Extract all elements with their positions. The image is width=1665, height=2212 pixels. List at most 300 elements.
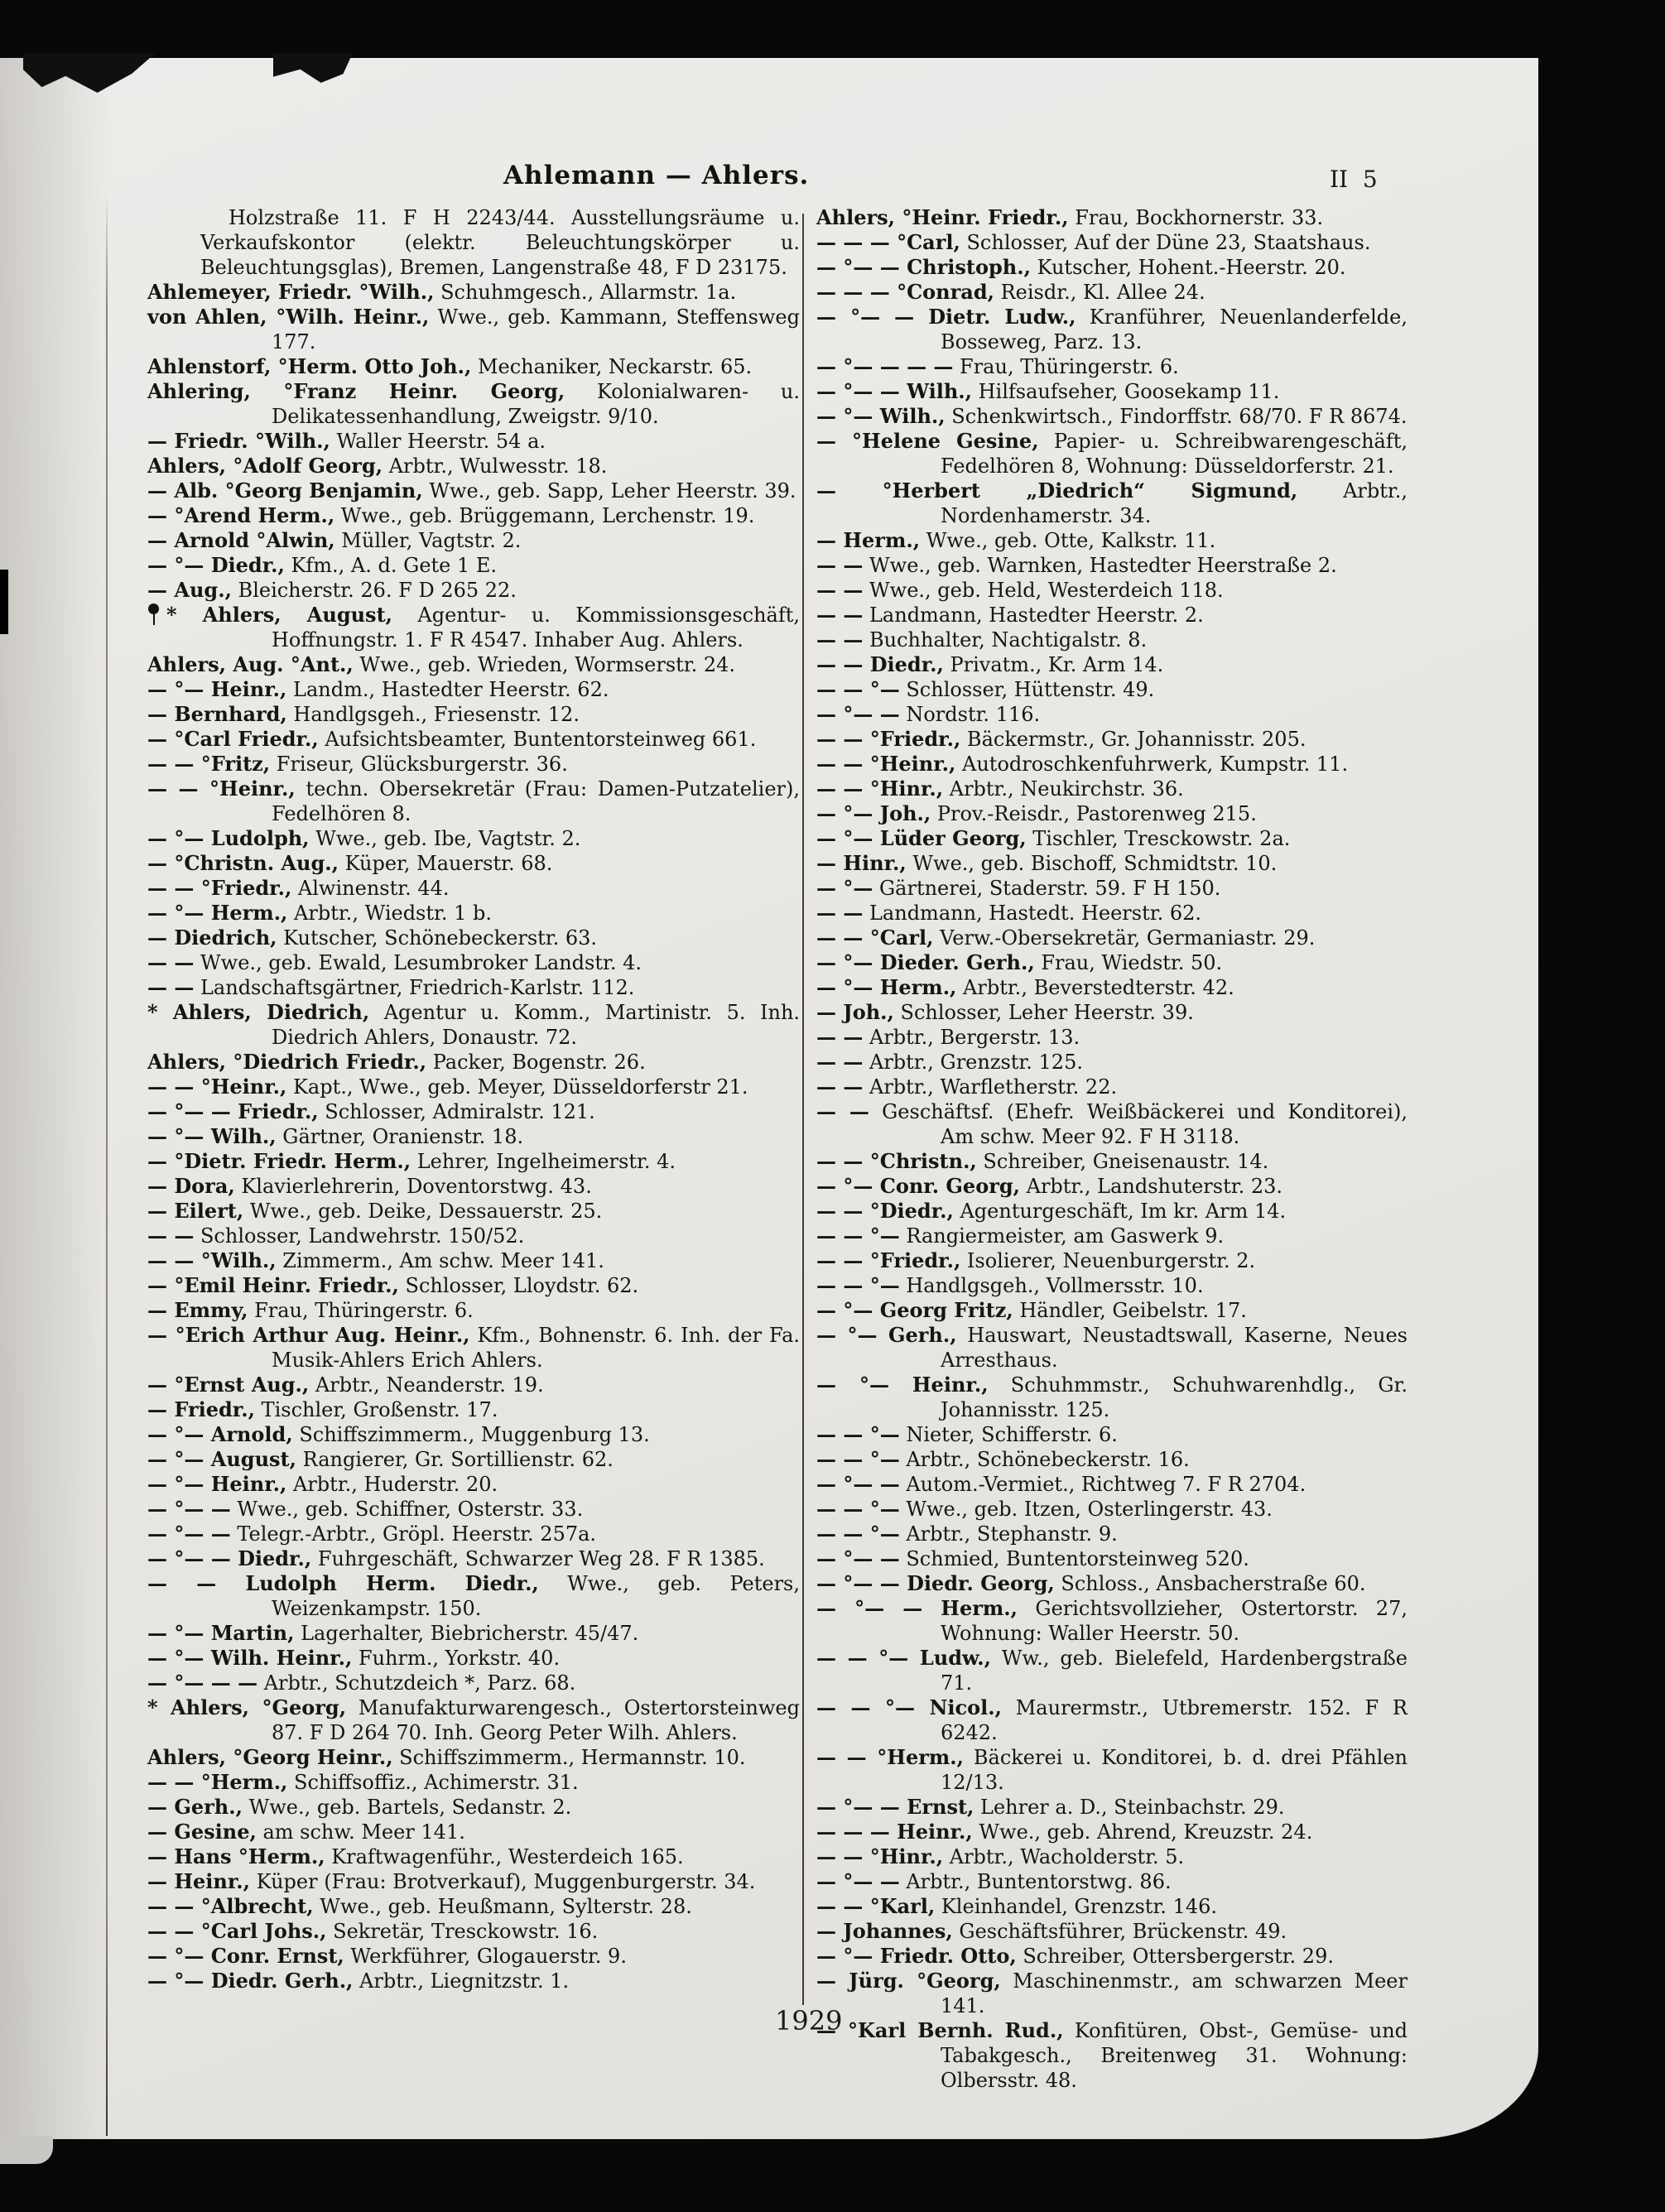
firm-asterisk-marker: * [147,1000,173,1024]
entry-name: — Gerh., [147,1795,243,1819]
directory-entry [147,1969,800,1993]
directory-entry [147,851,800,876]
entry-name: — Alb. °Georg Benjamin, [147,478,423,503]
entry-name: — — °— [816,1224,900,1248]
entry-details: Kranführer, Neuenlanderfelde, Bosseweg, Parz. 13. [941,305,1408,353]
entry-name: — — °Herm., [816,1745,964,1769]
directory-entry [147,1050,800,1075]
directory-entry [816,1795,1408,1820]
directory-entry [816,628,1408,652]
directory-entry [816,950,1408,975]
entry-name: — — Ludolph Herm. Diedr., [147,1571,539,1595]
entry-name: — Hans °Herm., [147,1844,325,1868]
directory-entry [147,1621,800,1646]
entry-details: Prov.-Reisdr., Pastorenweg 215. [931,802,1257,825]
entry-details: Landmann, Hastedt. Heerstr. 62. [863,902,1201,925]
entry-details: Schuhmmstr., Schuhwarenhdlg., Gr. Johannisstr. 125. [941,1373,1408,1421]
directory-entry [816,1894,1408,1919]
entry-name: Ahlers, Aug. °Ant., [147,652,354,676]
entry-name: — — [147,950,195,974]
entry-name: — °— Heinr., [147,1472,287,1496]
entry-details: Arbtr., Schutzdeich *, Parz. 68. [257,1671,576,1695]
entry-marker [147,1696,171,1719]
entry-name: Ahlers, °Georg, [171,1695,347,1719]
entry-name: — °— — [147,1522,231,1546]
entry-details: Landm., Hastedter Heerstr. 62. [286,678,609,701]
directory-entry [147,1124,800,1149]
entry-name: — °— Wilh. Heinr., [147,1646,353,1670]
entry-details: Schlosser, Landwehrstr. 150/52. [194,1224,525,1248]
entry-name: — — °— [816,1422,900,1446]
entry-details: Arbtr., Nordenhamerstr. 34. [941,479,1408,527]
entry-name: — — °Hinr., [816,1844,944,1868]
entry-details: Papier- u. Schreibwarengeschäft, Fedelhören 8, Wohnung: Düsseldorferstr. 21. [941,430,1408,478]
entry-details: Packer, Bogenstr. 26. [426,1051,646,1074]
directory-entry [816,1298,1408,1323]
directory-entry [147,379,800,429]
directory-entry [147,1397,800,1422]
entry-details: Agentur u. Komm., Martinistr. 5. Inh. Diedrich Ahlers, Donaustr. 72. [272,1001,801,1049]
directory-entry [147,1546,800,1571]
entry-name: — — °Albrecht, [147,1894,314,1918]
entry-name: — — °Friedr., [816,1248,961,1272]
entry-name: — — °— [816,1447,900,1471]
directory-entry [147,354,800,379]
entry-details: Wwe., geb. Wrieden, Wormserstr. 24. [353,653,736,676]
directory-entry [147,950,800,975]
entry-name: — °— — Ernst, [816,1795,974,1819]
directory-entry [816,1869,1408,1894]
directory-entry [147,1075,800,1099]
directory-entry [147,528,800,553]
entry-details: Zimmerm., Am schw. Meer 141. [276,1249,604,1272]
entry-details: Kfm., Bohnenstr. 6. Inh. der Fa. Musik-Ahlers Erich Ahlers. [272,1324,801,1372]
directory-entry [816,1447,1408,1472]
entry-details: Geschäftsführer, Brückenstr. 49. [952,1920,1287,1943]
directory-entry [816,1571,1408,1596]
entry-details: Wwe., geb. Schiffner, Osterstr. 33. [230,1498,584,1521]
directory-entry [816,1373,1408,1422]
entry-name: — °— — Diedr., [147,1546,312,1570]
entry-details: Wwe., geb. Kammann, Steffensweg 177. [272,305,800,353]
entry-name: — — Diedr., [816,652,944,676]
directory-entry [816,1050,1408,1075]
directory-entry [816,1596,1408,1646]
directory-entry [147,1472,800,1497]
entry-details: Schlosser, Leher Heerstr. 39. [893,1001,1194,1024]
directory-entry [147,1224,800,1248]
directory-entry [816,230,1408,255]
entry-name: — — [816,1075,864,1099]
directory-entry [816,1224,1408,1248]
entry-name: — °— — Friedr., [147,1099,319,1123]
entry-details: Wwe., geb. Otte, Kalkstr. 11. [920,529,1216,552]
directory-entry [816,429,1408,478]
entry-details: Kutscher, Schönebeckerstr. 63. [277,926,598,950]
entry-name: — °Dietr. Friedr. Herm., [147,1149,411,1173]
directory-entry [147,603,800,652]
entry-name: — — — Heinr., [816,1820,973,1844]
entry-details: Kutscher, Hohent.-Heerstr. 20. [1030,256,1346,279]
entry-details: Arbtr., Liegnitzstr. 1. [353,1969,570,1993]
directory-entry [147,1795,800,1820]
entry-name: Ahlenstorf, °Herm. Otto Joh., [147,354,472,378]
entry-name: — — °Christn., [816,1149,977,1173]
entry-name: — °Emil Heinr. Friedr., [147,1273,399,1297]
directory-entry [147,1298,800,1323]
entry-name: Ahlers, August, [202,603,393,627]
entry-details: Agentur- u. Kommissionsgeschäft, Hoffnungstr. 1. F R 4547. Inhaber Aug. Ahlers. [272,603,801,652]
entry-details: Friseur, Glücksburgerstr. 36. [270,753,568,776]
entry-details: Mechaniker, Neckarstr. 65. [471,355,753,378]
entry-details: Schiffszimmerm., Hermannstr. 10. [392,1746,746,1769]
entry-details: Schloss., Ansbacherstraße 60. [1054,1572,1366,1595]
directory-entry [147,1522,800,1546]
entry-details: Hauswart, Neustadtswall, Kaserne, Neues Arresthaus. [941,1324,1408,1372]
entry-details: Telegr.-Arbtr., Gröpl. Heerstr. 257a. [230,1522,597,1546]
entry-name: — °— Joh., [816,801,931,825]
directory-entry [816,1422,1408,1447]
directory-entry [147,1323,800,1373]
directory-column-right [816,205,1408,2093]
directory-entry [816,1174,1408,1199]
directory-entry [816,702,1408,727]
entry-name: Ahlemeyer, Friedr. °Wilh., [147,280,435,304]
directory-entry [816,1944,1408,1969]
entry-details: Küper (Frau: Brotverkauf), Muggenburgerstr. 34. [250,1870,756,1893]
entry-name: Ahlers, °Diedrich Friedr., [147,1050,427,1074]
footer-year: 1929 [775,2005,843,2036]
directory-entry [816,305,1408,354]
entry-details: Arbtr., Wiedstr. 1 b. [287,902,493,925]
directory-entry [816,1844,1408,1869]
entry-details: Lagerhalter, Biebricherstr. 45/47. [294,1622,639,1645]
entry-name: — — [147,1224,195,1248]
entry-name: — °— — [147,1497,231,1521]
entry-details: Fuhrgeschäft, Schwarzer Weg 28. F R 1385. [311,1547,765,1570]
entry-details: Wwe., geb. Heußmann, Sylterstr. 28. [313,1895,692,1918]
entry-details: Frau, Wiedstr. 50. [1034,951,1223,974]
entry-details: Tischler, Großenstr. 17. [254,1398,498,1421]
directory-entry [816,553,1408,578]
book-spine-fold [106,195,108,2136]
entry-name: — °— — Christoph., [816,255,1031,279]
entry-details: Gärtnerei, Staderstr. 59. F H 150. [873,877,1221,900]
directory-entry [147,975,800,1000]
entry-details: Schlosser, Hüttenstr. 49. [899,678,1155,701]
entry-details: Wwe., geb. Bischoff, Schmidtstr. 10. [906,852,1278,875]
entry-name: — — [816,553,864,577]
entry-details: Manufakturwarengesch., Ostertorsteinweg 87. F D 264 70. Inh. Georg Peter Wilh. Ahlers. [272,1696,800,1744]
entry-details: Arbtr., Buntentorstwg. 86. [899,1870,1172,1893]
directory-entry [147,280,800,305]
directory-entry [147,677,800,702]
entry-details: Arbtr., Warfletherstr. 22. [863,1075,1118,1099]
directory-entry [816,777,1408,801]
entry-name: — °— Friedr. Otto, [816,1944,1017,1968]
entry-name: — — [816,1099,869,1123]
directory-entry [147,652,800,677]
entry-details: Schuhmgesch., Allarmstr. 1a. [434,281,737,304]
entry-details: Gerichtsvollzieher, Ostertorstr. 27, Wohnung: Waller Heerstr. 50. [941,1597,1408,1645]
directory-entry [147,1944,800,1969]
entry-details: Arbtr., Wulwesstr. 18. [383,454,608,478]
directory-entry [147,1820,800,1844]
entry-name: — °— — [816,1546,900,1570]
directory-entry [816,478,1408,528]
directory-entry [816,1695,1408,1745]
directory-entry [816,901,1408,926]
entry-details: Kfm., A. d. Gete 1 E. [284,554,498,577]
entry-name: — — °Fritz, [147,752,271,776]
entry-details: Landmann, Hastedter Heerstr. 2. [863,603,1204,627]
entry-name: — °Herbert „Diedrich“ Sigmund, [816,478,1298,503]
entry-name: — Diedrich, [147,926,277,950]
entry-details: Ww., geb. Bielefeld, Hardenbergstraße 71. [941,1647,1408,1695]
page-number: II 5 [1330,166,1378,193]
directory-entry [816,205,1408,230]
directory-entry [816,1820,1408,1844]
entry-marker [147,603,203,627]
entry-name: — Arnold °Alwin, [147,528,335,552]
entry-name: — — [816,628,864,652]
entry-name: — °— — [816,1472,900,1496]
directory-entry [816,578,1408,603]
entry-details: Schmied, Buntentorsteinweg 520. [899,1547,1249,1570]
entry-name: — — °Heinr., [147,777,296,801]
directory-entry [147,826,800,851]
entry-name: — Herm., [816,528,921,552]
entry-details: Arbtr., Huderstr. 20. [286,1473,498,1496]
entry-name: — °— — — [147,1671,258,1695]
page-header-title: Ahlemann — Ahlers. [503,161,810,190]
entry-details: Wwe., geb. Sapp, Leher Heerstr. 39. [422,479,796,503]
directory-entry [816,876,1408,901]
entry-details: Lehrer a. D., Steinbachstr. 29. [974,1796,1285,1819]
grave-pin-icon [147,603,160,625]
entry-name: — Emmy, [147,1298,248,1322]
directory-entry [816,404,1408,429]
directory-entry [816,379,1408,404]
directory-entry [816,801,1408,826]
directory-entry [816,975,1408,1000]
entry-details: Fuhrm., Yorkstr. 40. [352,1647,561,1670]
entry-name: — °— Arnold, [147,1422,293,1446]
entry-details: am schw. Meer 141. [256,1820,465,1844]
directory-entry [147,1447,800,1472]
directory-entry [816,851,1408,876]
entry-details: Bäckermstr., Gr. Johannisstr. 205. [960,728,1306,751]
entry-details: Frau, Thüringerstr. 6. [248,1299,474,1322]
entry-name: — Bernhard, [147,702,287,726]
entry-details: Reisdr., Kl. Allee 24. [994,281,1205,304]
directory-entry [147,752,800,777]
directory-entry [816,1745,1408,1795]
entry-name: — — °Hinr., [816,777,944,801]
entry-name: — °— — Diedr. Georg, [816,1571,1055,1595]
entry-name: — °Ernst Aug., [147,1373,310,1397]
directory-entry [816,1546,1408,1571]
entry-details: Nieter, Schifferstr. 6. [899,1423,1118,1446]
directory-entry [147,478,800,503]
entry-details: Isolierer, Neuenburgerstr. 2. [960,1249,1256,1272]
entry-details: Holzstraße 11. F H 2243/44. Ausstellungsräume u. Verkaufskontor (elektr. Beleuchtungskörper u. Beleuchtungsglas), Bremen, Langenstraße 48, F D 23175. [200,206,800,279]
entry-details: Schlosser, Auf der Düne 23, Staatshaus. [960,231,1371,254]
book-page [0,58,1538,2139]
entry-name: — °— — — — [816,354,954,378]
entry-details: Landschaftsgärtner, Friedrich-Karlstr. 112. [194,976,635,999]
directory-entry [147,1273,800,1298]
entry-details: Klavierlehrerin, Doventorstwg. 43. [234,1175,592,1198]
entry-details: Tischler, Tresckowstr. 2a. [1026,827,1291,850]
directory-entry [147,1695,800,1745]
entry-name: — — [816,1025,864,1049]
directory-entry [816,1075,1408,1099]
entry-name: — Dora, [147,1174,235,1198]
directory-entry [147,702,800,727]
entry-name: Ahlering, °Franz Heinr. Georg, [147,379,565,403]
entry-name: — — °Carl Johs., [147,1919,327,1943]
entry-details: Agenturgeschäft, Im kr. Arm 14. [953,1200,1287,1223]
directory-entry [816,2018,1408,2093]
entry-name: — °Helene Gesine, [816,429,1039,453]
entry-name: — — °Diedr., [816,1199,954,1223]
entry-name: — Joh., [816,1000,894,1024]
entry-details: Waller Heerstr. 54 a. [330,430,546,453]
entry-name: — Jürg. °Georg, [816,1969,1001,1993]
entry-details: Wwe., geb. Ibe, Vagtstr. 2. [309,827,581,850]
entry-details: Arbtr., Wacholderstr. 5. [943,1845,1185,1868]
entry-name: — °— Wilh., [147,1124,277,1148]
directory-entry [147,1199,800,1224]
entry-details: Schiffsoffiz., Achimerstr. 31. [287,1771,579,1794]
entry-details: Wwe., geb. Deike, Dessauerstr. 25. [243,1200,603,1223]
entry-details: Schreiber, Ottersbergerstr. 29. [1016,1945,1334,1968]
directory-entry [147,1646,800,1671]
directory-column-left [147,205,800,1993]
directory-entry [816,1646,1408,1695]
entry-details: Küper, Mauerstr. 68. [339,852,553,875]
directory-entry [147,1844,800,1869]
entry-name: — — °Carl, [816,926,934,950]
firm-asterisk-marker: * [147,1695,171,1719]
entry-name: — °— — [816,702,900,726]
entry-details: Sekretär, Tresckowstr. 16. [326,1920,599,1943]
directory-entry [147,1671,800,1695]
entry-details: Maschinenmstr., am schwarzen Meer 141. [941,1969,1408,2017]
entry-details: Kolonialwaren- u. Delikatessenhandlung, Zweigstr. 9/10. [272,380,800,428]
directory-entry [816,1273,1408,1298]
entry-name: Ahlers, °Heinr. Friedr., [816,205,1069,229]
entry-name: — °— Conr. Ernst, [147,1944,344,1968]
directory-entry [147,1149,800,1174]
directory-entry [147,205,800,280]
entry-name: — Hinr., [816,851,907,875]
entry-name: — °— Lüder Georg, [816,826,1027,850]
entry-name: — — [816,603,864,627]
entry-name: — — °— Nicol., [816,1695,1002,1719]
directory-entry [147,901,800,926]
entry-details: Frau, Bockhornerstr. 33. [1068,206,1324,229]
directory-entry [816,255,1408,280]
entry-name: — °— Heinr., [147,677,287,701]
entry-name: — — °Karl, [816,1894,936,1918]
entry-name: — °Karl Bernh. Rud., [816,2018,1064,2042]
directory-entry [816,528,1408,553]
directory-entry [147,1745,800,1770]
entry-details: Wwe., geb. Itzen, Osterlingerstr. 43. [899,1498,1273,1521]
entry-name: — Gesine, [147,1820,257,1844]
directory-entry [147,305,800,354]
directory-entry [147,727,800,752]
entry-details: Autom.-Vermiet., Richtweg 7. F R 2704. [899,1473,1306,1496]
entry-details: Arbtr., Landshuterstr. 23. [1019,1175,1282,1198]
directory-entry [147,1497,800,1522]
directory-entry [816,1919,1408,1944]
directory-entry [147,1174,800,1199]
entry-details: Schiffszimmerm., Muggenburg 13. [292,1423,650,1446]
directory-entry [147,1248,800,1273]
entry-details: Arbtr., Grenzstr. 125. [863,1051,1083,1074]
entry-name: — — °Friedr., [816,727,961,751]
directory-entry [816,1199,1408,1224]
entry-details: Kapt., Wwe., geb. Meyer, Düsseldorferstr 21. [286,1075,748,1099]
directory-entry [816,1149,1408,1174]
entry-name: — °Arend Herm., [147,503,335,527]
entry-name: — — °Heinr., [147,1075,287,1099]
entry-name: von Ahlen, °Wilh. Heinr., [147,305,430,329]
directory-entry [147,926,800,950]
entry-name: — — °Wilh., [147,1248,277,1272]
entry-details: Schreiber, Gneisenaustr. 14. [976,1150,1269,1173]
entry-name: — °— Dieder. Gerh., [816,950,1035,974]
entry-details: Kraftwagenführ., Westerdeich 165. [325,1845,684,1868]
entry-details: Schlosser, Lloydstr. 62. [398,1274,639,1297]
entry-name: — — — °Carl, [816,230,960,254]
entry-name: — — °— [816,1497,900,1521]
entry-details: Schlosser, Admiralstr. 121. [318,1100,595,1123]
entry-details: Gärtner, Oranienstr. 18. [276,1125,524,1148]
entry-name: — Aug., [147,578,232,602]
entry-name: — — °— Ludw., [816,1646,991,1670]
entry-name: — °— — Herm., [816,1596,1018,1620]
entry-details: Lehrer, Ingelheimerstr. 4. [411,1150,676,1173]
entry-name: — — °Herm., [147,1770,288,1794]
entry-name: — °— Gerh., [816,1323,957,1347]
directory-entry [816,826,1408,851]
directory-entry [816,1969,1408,2018]
entry-details: Autodroschkenfuhrwerk, Kumpstr. 11. [955,753,1349,776]
entry-details: Geschäftsf. (Ehefr. Weißbäckerei und Konditorei), Am schw. Meer 92. F H 3118. [869,1100,1408,1148]
entry-details: Arbtr., Neanderstr. 19. [309,1373,544,1397]
entry-details: Wwe., geb. Warnken, Hastedter Heerstraße 2. [863,554,1337,577]
entry-name: — Friedr. °Wilh., [147,429,330,453]
entry-name: — °— Herm., [147,901,288,925]
entry-name: — — °— [816,1522,900,1546]
entry-name: — — °— [816,1273,900,1297]
entry-name: — °Christn. Aug., [147,851,339,875]
directory-entry [147,1099,800,1124]
entry-details: techn. Obersekretär (Frau: Damen-Putzatelier), Fedelhören 8. [272,777,801,825]
directory-entry [816,1522,1408,1546]
entry-name: Ahlers, Diedrich, [172,1000,370,1024]
directory-entry [147,1919,800,1944]
entry-name: — °— — [816,1869,900,1893]
entry-details: Bleicherstr. 26. F D 265 22. [231,579,517,602]
directory-entry [816,677,1408,702]
entry-name: — °— Wilh., [816,404,946,428]
entry-name: — °— Georg Fritz, [816,1298,1013,1322]
